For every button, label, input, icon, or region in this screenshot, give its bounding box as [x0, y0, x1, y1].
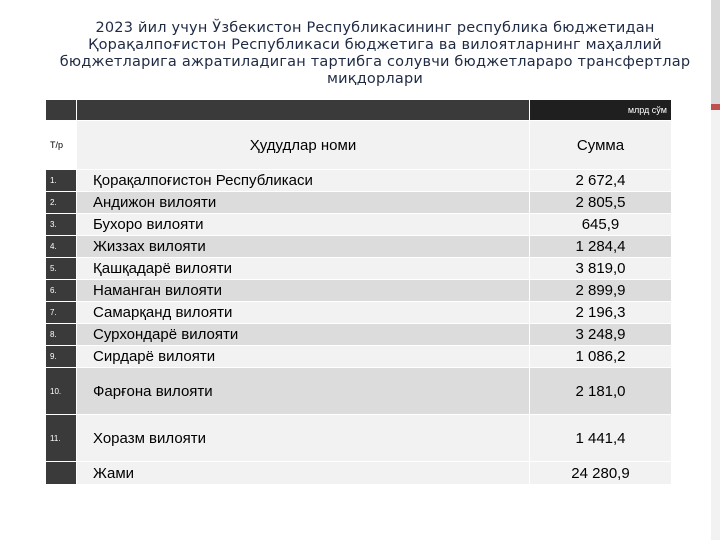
row-num: 1.	[46, 170, 77, 192]
row-name: Сурхондарё вилояти	[77, 324, 530, 346]
row-name: Андижон вилояти	[77, 192, 530, 214]
table-row	[46, 170, 672, 192]
row-sum: 1 441,4	[530, 415, 672, 462]
total-sum: 24 280,9	[530, 462, 672, 485]
row-name: Самарқанд вилояти	[77, 302, 530, 324]
transfers-table	[45, 99, 672, 485]
row-num: 6.	[46, 280, 77, 302]
row-name: Жиззах вилояти	[77, 236, 530, 258]
table-row	[46, 324, 672, 346]
slide-title: 2023 йил учун Ўзбекистон Республикасининг республика бюджетидан Қорақалпоғистон Республикаси бюджетига ва вилоятларнинг маҳаллий бюджетларига ажратиладиган тартибга солувчи бюджетлараро трансфертлар миқдорлари	[59, 20, 691, 87]
row-num: 5.	[46, 258, 77, 280]
row-sum: 2 196,3	[530, 302, 672, 324]
header-sum: Сумма	[530, 121, 672, 170]
table-row	[46, 214, 672, 236]
total-row	[46, 462, 672, 485]
unit-label: млрд сўм	[530, 100, 672, 121]
table-row	[46, 415, 672, 462]
total-num-blank	[46, 462, 77, 485]
row-name: Наманган вилояти	[77, 280, 530, 302]
side-accent-bar	[711, 0, 720, 104]
header-row	[46, 121, 672, 170]
row-name: Бухоро вилояти	[77, 214, 530, 236]
row-sum: 1 284,4	[530, 236, 672, 258]
total-label: Жами	[77, 462, 530, 485]
row-num: 10.	[46, 368, 77, 415]
row-sum: 2 672,4	[530, 170, 672, 192]
table-row	[46, 280, 672, 302]
unit-row-blank-1	[46, 100, 77, 121]
row-sum: 2 899,9	[530, 280, 672, 302]
table-row	[46, 302, 672, 324]
row-sum: 2 181,0	[530, 368, 672, 415]
row-sum: 3 819,0	[530, 258, 672, 280]
table-row	[46, 258, 672, 280]
table-row	[46, 236, 672, 258]
row-num: 8.	[46, 324, 77, 346]
table-row	[46, 368, 672, 415]
header-num: Т/р	[46, 121, 77, 170]
row-sum: 2 805,5	[530, 192, 672, 214]
row-num: 3.	[46, 214, 77, 236]
table-row	[46, 192, 672, 214]
side-accent-lower	[711, 110, 720, 540]
unit-row-blank-2	[77, 100, 530, 121]
table-row	[46, 346, 672, 368]
row-name: Фарғона вилояти	[77, 368, 530, 415]
row-name: Қашқадарё вилояти	[77, 258, 530, 280]
row-sum: 645,9	[530, 214, 672, 236]
header-name: Ҳудудлар номи	[77, 121, 530, 170]
row-sum: 1 086,2	[530, 346, 672, 368]
row-num: 9.	[46, 346, 77, 368]
row-name: Сирдарё вилояти	[77, 346, 530, 368]
row-sum: 3 248,9	[530, 324, 672, 346]
row-name: Қорақалпоғистон Республикаси	[77, 170, 530, 192]
row-num: 7.	[46, 302, 77, 324]
row-num: 11.	[46, 415, 77, 462]
unit-row	[46, 100, 672, 121]
row-num: 2.	[46, 192, 77, 214]
row-num: 4.	[46, 236, 77, 258]
row-name: Хоразм вилояти	[77, 415, 530, 462]
